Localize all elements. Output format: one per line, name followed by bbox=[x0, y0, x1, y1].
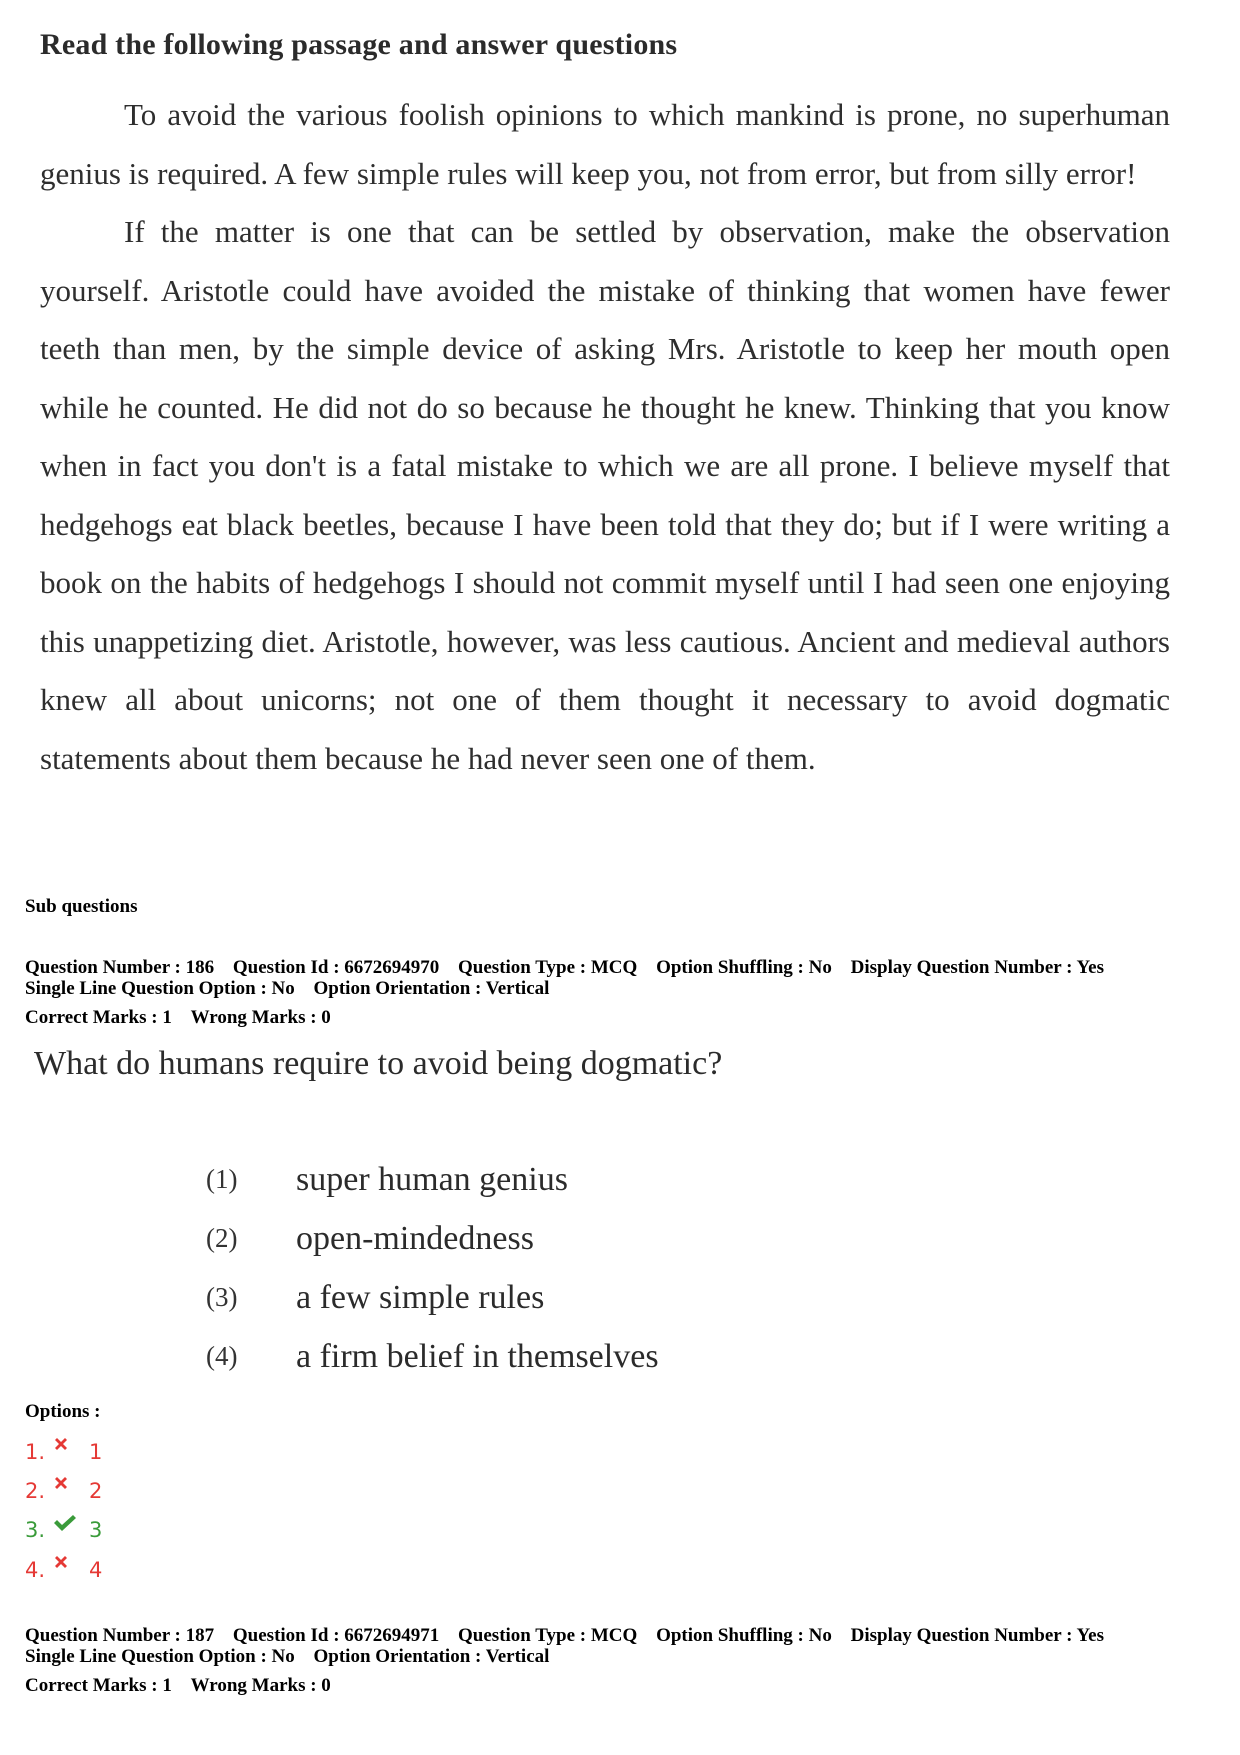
display-question-number: Display Question Number : Yes bbox=[850, 1625, 1104, 1646]
wrong-marks: Wrong Marks : 0 bbox=[190, 1007, 331, 1028]
option-shuffling: Option Shuffling : No bbox=[656, 957, 832, 978]
question-meta-line-2 bbox=[25, 1646, 549, 1667]
passage-paragraph: If the matter is one that can be settled by observation, make the observation yourself. Aristotle could have avoided the mistake of thinking that women have fewer teeth than men, by the simple device of asking Mrs. Aristotle to keep her mouth open while he counted. He did not do so because he thought he knew. Thinking that you know when in fact you don't is a fatal mistake to which we are all prone. I believe myself that hedgehogs eat black beetles, because I have been told that they do; but if I were writing a book on the habits of hedgehogs I should not commit myself until I had seen one enjoying this unappetizing diet. Aristotle, however, was less cautious. Ancient and medieval authors knew all about unicorns; not one of them thought it necessary to avoid dogmatic statements about them because he had never seen one of them. bbox=[40, 214, 1170, 776]
choice-item bbox=[206, 1150, 659, 1209]
wrong-marks: Wrong Marks : 0 bbox=[190, 1675, 331, 1696]
question-marks bbox=[25, 1007, 331, 1028]
option-item bbox=[25, 1550, 102, 1589]
question-number: Question Number : 187 bbox=[25, 1625, 215, 1646]
cross-icon bbox=[53, 1554, 79, 1574]
passage-paragraph: To avoid the various foolish opinions to which mankind is prone, no superhuman genius is required. A few simple rules will keep you, not from error, but from silly error! bbox=[40, 97, 1170, 191]
cross-icon bbox=[53, 1436, 79, 1456]
option-index: 3. bbox=[25, 1518, 46, 1543]
choice-text: a few simple rules bbox=[296, 1278, 545, 1316]
option-value: 1 bbox=[89, 1439, 103, 1464]
option-shuffling: Option Shuffling : No bbox=[656, 1625, 832, 1646]
choice-text: super human genius bbox=[296, 1160, 568, 1198]
option-item bbox=[25, 1511, 102, 1550]
check-icon bbox=[53, 1514, 79, 1534]
question-id: Question Id : 6672694970 bbox=[232, 957, 440, 978]
passage-image bbox=[28, 14, 1180, 894]
question-type: Question Type : MCQ bbox=[458, 957, 638, 978]
question-choices bbox=[206, 1150, 659, 1386]
choice-number: (4) bbox=[206, 1341, 238, 1371]
passage-heading: Read the following passage and answer questions bbox=[40, 28, 678, 61]
choice-text: open-mindedness bbox=[296, 1219, 534, 1257]
option-value: 4 bbox=[89, 1557, 103, 1582]
question-id: Question Id : 6672694971 bbox=[232, 1625, 440, 1646]
sub-questions-label: Sub questions bbox=[25, 896, 138, 917]
cross-icon bbox=[53, 1475, 79, 1495]
display-question-number: Display Question Number : Yes bbox=[850, 957, 1104, 978]
question-text: What do humans require to avoid being dogmatic? bbox=[34, 1045, 723, 1082]
correct-marks: Correct Marks : 1 bbox=[25, 1675, 172, 1696]
question-type: Question Type : MCQ bbox=[458, 1625, 638, 1646]
option-value: 3 bbox=[89, 1518, 103, 1543]
question-number: Question Number : 186 bbox=[25, 957, 215, 978]
passage-body bbox=[40, 86, 1170, 788]
choice-number: (1) bbox=[206, 1164, 238, 1194]
option-item bbox=[25, 1471, 102, 1510]
choice-item bbox=[206, 1209, 659, 1268]
option-value: 2 bbox=[89, 1478, 103, 1503]
options-label: Options : bbox=[25, 1401, 101, 1422]
option-orientation: Option Orientation : Vertical bbox=[313, 978, 550, 999]
option-index: 1. bbox=[25, 1439, 46, 1464]
choice-item bbox=[206, 1327, 659, 1386]
option-item bbox=[25, 1432, 102, 1471]
option-index: 4. bbox=[25, 1557, 46, 1582]
question-meta-line-1 bbox=[25, 957, 1104, 978]
question-meta-line-2 bbox=[25, 978, 549, 999]
single-line-option: Single Line Question Option : No bbox=[25, 978, 295, 999]
single-line-option: Single Line Question Option : No bbox=[25, 1646, 295, 1667]
question-meta-line-1 bbox=[25, 1625, 1104, 1646]
question-marks bbox=[25, 1675, 331, 1696]
correct-marks: Correct Marks : 1 bbox=[25, 1007, 172, 1028]
choice-text: a firm belief in themselves bbox=[296, 1337, 659, 1375]
options-list bbox=[25, 1432, 102, 1589]
option-index: 2. bbox=[25, 1478, 46, 1503]
choice-number: (2) bbox=[206, 1223, 238, 1253]
choice-item bbox=[206, 1268, 659, 1327]
choice-number: (3) bbox=[206, 1282, 238, 1312]
option-orientation: Option Orientation : Vertical bbox=[313, 1646, 550, 1667]
